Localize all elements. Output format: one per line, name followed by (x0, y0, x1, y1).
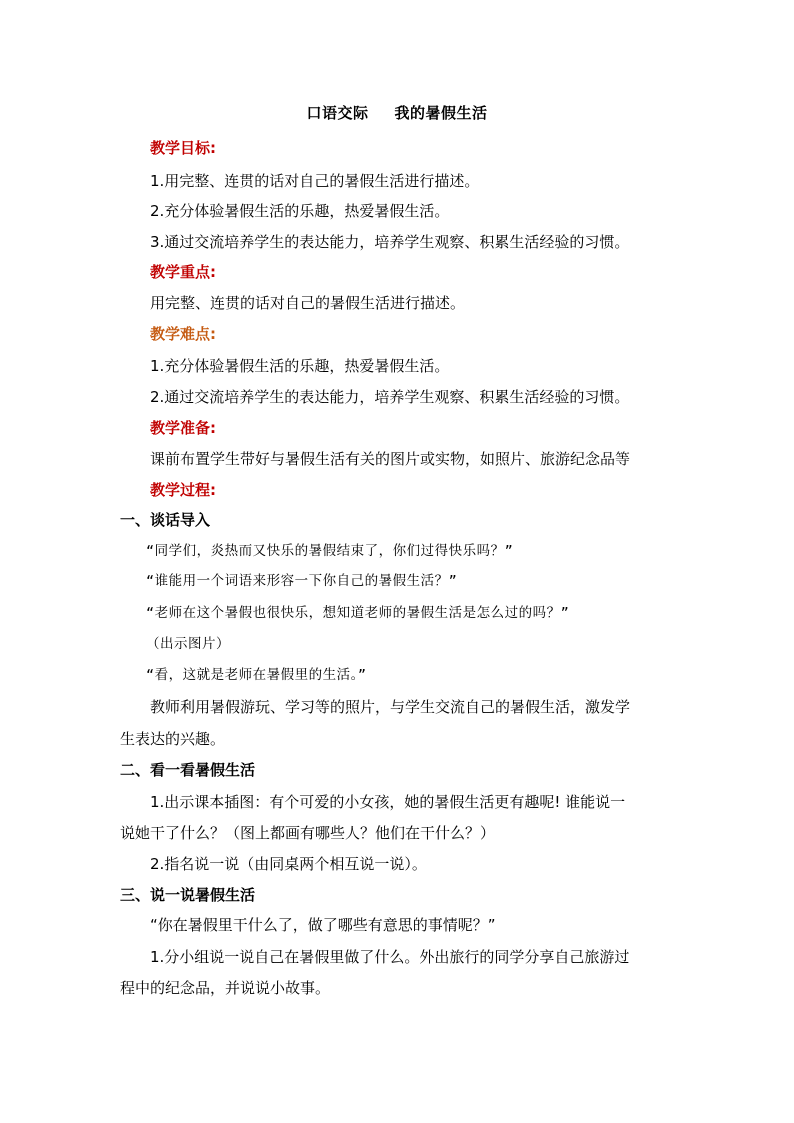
title-part-2: 我的暑假生活 (394, 104, 488, 122)
difficulty-item-1: 1.充分体验暑假生活的乐趣，热爱暑假生活。 (150, 357, 450, 375)
goal-item-3: 3.通过交流培养学生的表达能力，培养学生观察、积累生活经验的习惯。 (150, 233, 630, 251)
section-1-quote-2: “谁能用一个词语来形容一下你自己的暑假生活？” (146, 573, 458, 589)
section-1-quote-3: “老师在这个暑假也很快乐，想知道老师的暑假生活是怎么过的吗？” (146, 605, 570, 621)
section-3-quote-1: “你在暑假里干什么了，做了哪些有意思的事情呢？” (150, 916, 496, 934)
section-2-item-1-line-1: 1.出示课本插图：有个可爱的小女孩，她的暑假生活更有趣呢! 谁能说一 (150, 793, 626, 811)
goal-item-1: 1.用完整、连贯的话对自己的暑假生活进行描述。 (150, 172, 480, 190)
goals-heading: 教学目标: (150, 139, 216, 157)
section-1-quote-5: “看，这就是老师在暑假里的生活。” (146, 667, 367, 683)
section-1-paragraph-line-1: 教师利用暑假游玩、学习等的照片，与学生交流自己的暑假生活，激发学 (150, 698, 631, 716)
preparation-heading: 教学准备: (150, 419, 216, 437)
difficulties-heading: 教学难点: (150, 325, 216, 343)
section-3-item-1-line-2: 程中的纪念品，并说说小故事。 (120, 979, 331, 997)
process-heading: 教学过程: (150, 481, 216, 499)
section-2-title: 二、看一看暑假生活 (120, 761, 256, 779)
difficulty-item-2: 2.通过交流培养学生的表达能力，培养学生观察、积累生活经验的习惯。 (150, 388, 630, 406)
section-1-paragraph-line-2: 生表达的兴趣。 (120, 730, 226, 748)
preparation-text: 课前布置学生带好与暑假生活有关的图片或实物，如照片、旅游纪念品等 (150, 450, 631, 468)
section-2-item-1-line-2: 说她干了什么？（图上都画有哪些人？他们在干什么？） (120, 824, 496, 842)
document-title (0, 102, 794, 123)
section-3-title: 三、说一说暑假生活 (120, 886, 256, 904)
key-points-text: 用完整、连贯的话对自己的暑假生活进行描述。 (150, 294, 466, 312)
section-1-quote-1: “同学们，炎热而又快乐的暑假结束了，你们过得快乐吗？” (146, 543, 514, 559)
section-1-show-picture: （出示图片） (146, 636, 230, 652)
section-2-item-2: 2.指名说一说（由同桌两个相互说一说）。 (150, 855, 427, 873)
key-points-heading: 教学重点: (150, 263, 216, 281)
goal-item-2: 2.充分体验暑假生活的乐趣，热爱暑假生活。 (150, 202, 450, 220)
section-1-title: 一、谈话导入 (120, 511, 211, 529)
section-3-item-1-line-1: 1.分小组说一说自己在暑假里做了什么。外出旅行的同学分享自己旅游过 (150, 948, 630, 966)
title-part-1: 口语交际 (306, 104, 369, 122)
